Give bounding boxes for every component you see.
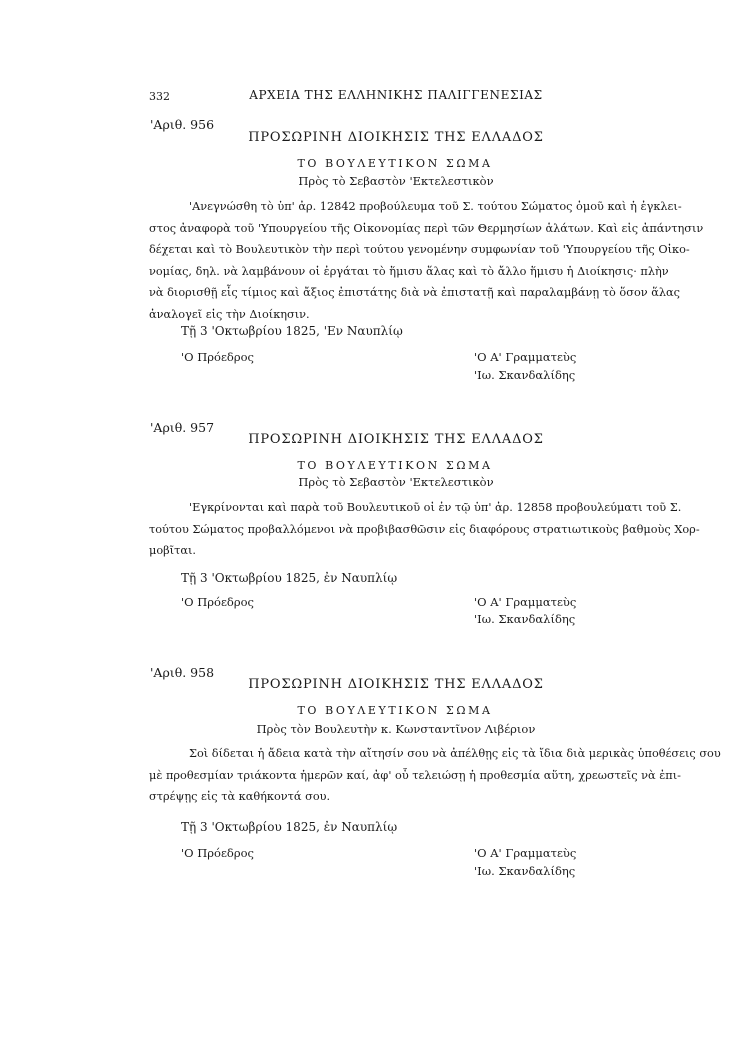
secretary-name: 'Ιω. Σκανδαλίδης — [474, 864, 576, 878]
text-line: ἀναλογεῖ εἰς τὴν Διοίκησιν. — [149, 307, 310, 321]
text-line: τούτου Σώματος προβαλλόμενοι νὰ προβιβασθῶσιν εἰς διαφόρους στρατιωτικοὺς βαθμοὺς Χορ- — [149, 522, 700, 536]
date-place: Τῇ 3 'Οκτωβρίου 1825, 'Εν Ναυπλίῳ — [181, 324, 403, 338]
document-text — [149, 497, 700, 562]
secretary-name: 'Ιω. Σκανδαλίδης — [474, 612, 576, 626]
document-number: 'Αριθ. 958 — [150, 665, 215, 680]
document-addressee: Πρὸς τὸν Βουλευτὴν κ. Κωνσταντῖνον Λιβέριον — [256, 722, 536, 736]
president-signature: 'Ο Πρόεδρος — [181, 595, 254, 609]
text-line: 'Εγκρίνονται καὶ παρὰ τοῦ Βουλευτικοῦ οἱ ἐν τῷ ὑπ' ἀρ. 12858 προβουλεύματι τοῦ Σ. — [189, 501, 682, 514]
secretary-name: 'Ιω. Σκανδαλίδης — [474, 368, 576, 382]
text-line: μὲ προθεσμίαν τριάκοντα ἡμερῶν καί, ἀφ' οὗ τελειώσῃ ἡ προθεσμία αὕτη, χρεωστεῖς νὰ ἐπι- — [149, 768, 681, 782]
document-text — [149, 196, 704, 326]
document-issuing-body: ΤΟ ΒΟΥΛΕΥΤΙΚΟΝ ΣΩΜΑ — [297, 157, 493, 170]
document-authority: ΠΡΟΣΩΡΙΝΗ ΔΙΟΙΚΗΣΙΣ ΤΗΣ ΕΛΛΑΔΟΣ — [248, 677, 544, 692]
document-issuing-body: ΤΟ ΒΟΥΛΕΥΤΙΚΟΝ ΣΩΜΑ — [297, 459, 493, 472]
running-head: ΑΡΧΕΙΑ ΤΗΣ ΕΛΛΗΝΙΚΗΣ ΠΑΛΙΓΓΕΝΕΣΙΑΣ — [249, 88, 543, 102]
secretary-title: 'Ο Α' Γραμματεὺς — [474, 846, 577, 860]
text-line: Σοὶ δίδεται ἡ ἄδεια κατὰ τὴν αἴτησίν σου νὰ ἀπέλθῃς εἰς τὰ ἴδια διὰ μερικὰς ὑποθέσεις σου — [189, 747, 721, 760]
document-issuing-body: ΤΟ ΒΟΥΛΕΥΤΙΚΟΝ ΣΩΜΑ — [297, 704, 493, 717]
secretary-title: 'Ο Α' Γραμματεὺς — [474, 595, 577, 609]
document-number: 'Αριθ. 957 — [150, 420, 215, 435]
document-number: 'Αριθ. 956 — [150, 117, 215, 132]
text-line: στρέψῃς εἰς τὰ καθήκοντά σου. — [149, 790, 331, 804]
document-text — [149, 743, 721, 808]
text-line: μοβῖται. — [149, 544, 197, 558]
text-line: νομίας, δηλ. νὰ λαμβάνουν οἱ ἐργάται τὸ ἥμισυ ἅλας καὶ τὸ ἄλλο ἥμισυ ἡ Διοίκησις· πλὴν — [149, 264, 669, 278]
text-line: νὰ διορισθῇ εἷς τίμιος καὶ ἄξιος ἐπιστάτης διὰ νὰ ἐπιστατῇ καὶ παραλαμβάνῃ τὸ ὅσον ἅλας — [149, 286, 680, 300]
president-signature: 'Ο Πρόεδρος — [181, 350, 254, 364]
secretary-title: 'Ο Α' Γραμματεὺς — [474, 350, 577, 364]
document-addressee: Πρὸς τὸ Σεβαστὸν 'Εκτελεστικὸν — [298, 174, 494, 188]
page-number: 332 — [149, 90, 170, 103]
document-authority: ΠΡΟΣΩΡΙΝΗ ΔΙΟΙΚΗΣΙΣ ΤΗΣ ΕΛΛΑΔΟΣ — [248, 130, 544, 145]
text-line: στος ἀναφορὰ τοῦ 'Υπουργείου τῆς Οἰκονομίας περὶ τῶν Θερμησίων ἁλάτων. Καὶ εἰς ἀπάντησιν — [149, 221, 704, 235]
document-authority: ΠΡΟΣΩΡΙΝΗ ΔΙΟΙΚΗΣΙΣ ΤΗΣ ΕΛΛΑΔΟΣ — [248, 432, 544, 447]
document-addressee: Πρὸς τὸ Σεβαστὸν 'Εκτελεστικὸν — [298, 475, 494, 489]
date-place: Τῇ 3 'Οκτωβρίου 1825, ἐν Ναυπλίῳ — [181, 571, 398, 585]
text-line: 'Ανεγνώσθη τὸ ὑπ' ἀρ. 12842 προβούλευμα τοῦ Σ. τούτου Σώματος ὁμοῦ καὶ ἡ ἐγκλει- — [189, 200, 682, 213]
president-signature: 'Ο Πρόεδρος — [181, 846, 254, 860]
date-place: Τῇ 3 'Οκτωβρίου 1825, ἐν Ναυπλίῳ — [181, 820, 398, 834]
text-line: δέχεται καὶ τὸ Βουλευτικὸν τὴν περὶ τούτου γενομένην συμφωνίαν τοῦ 'Υπουργείου τῆς Οἰκο- — [149, 243, 690, 257]
